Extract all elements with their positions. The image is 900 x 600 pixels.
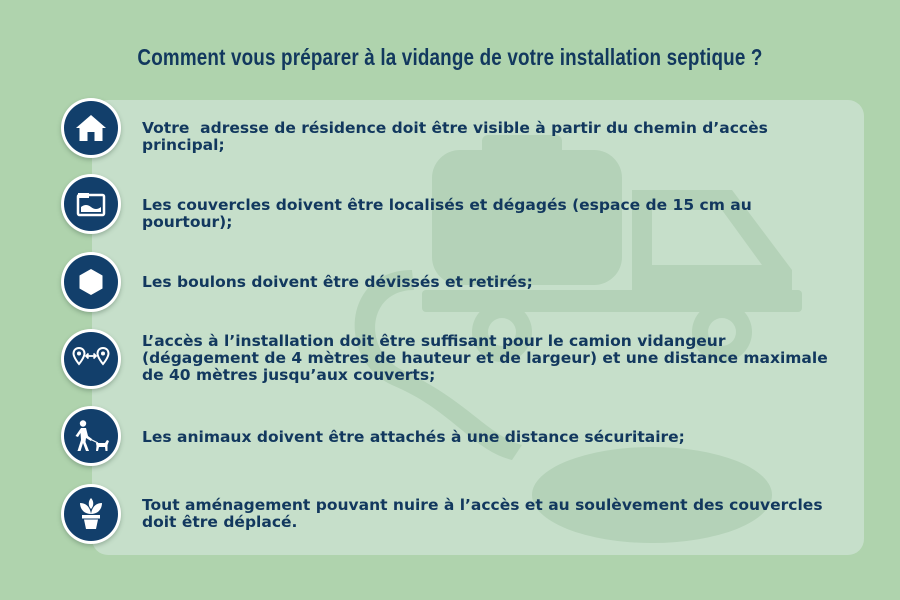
- step-text: Les couvercles doivent être localisés et dégagés (espace de 15 cm au pourtour);: [142, 196, 758, 231]
- potted-plant-icon: [64, 487, 118, 541]
- step-text: Les animaux doivent être attachés à une distance sécuritaire;: [142, 428, 685, 446]
- step-text: Tout aménagement pouvant nuire à l’accès et au soulèvement des couvercles doit être déplacé.: [142, 496, 828, 531]
- hexagon-bolt-icon: [64, 255, 118, 309]
- step-text: L’accès à l’installation doit être suffisant pour le camion vidangeur (dégagement de 4 mètres de hauteur et de largeur) et une distance maximale de 40 mètres jusqu’aux couverts;: [142, 332, 834, 384]
- septic-tank-icon: [64, 177, 118, 231]
- person-walking-dog-icon: [64, 409, 118, 463]
- step-text: Votre adresse de résidence doit être visible à partir du chemin d’accès principal;: [142, 119, 774, 154]
- house-icon: [64, 101, 118, 155]
- page-title: Comment vous préparer à la vidange de votre installation septique ?: [137, 44, 763, 70]
- truck-watermark-icon: [92, 100, 864, 555]
- route-distance-icon: [64, 332, 118, 386]
- step-text: Les boulons doivent être dévissés et retirés;: [142, 273, 533, 291]
- content-panel: [92, 100, 864, 555]
